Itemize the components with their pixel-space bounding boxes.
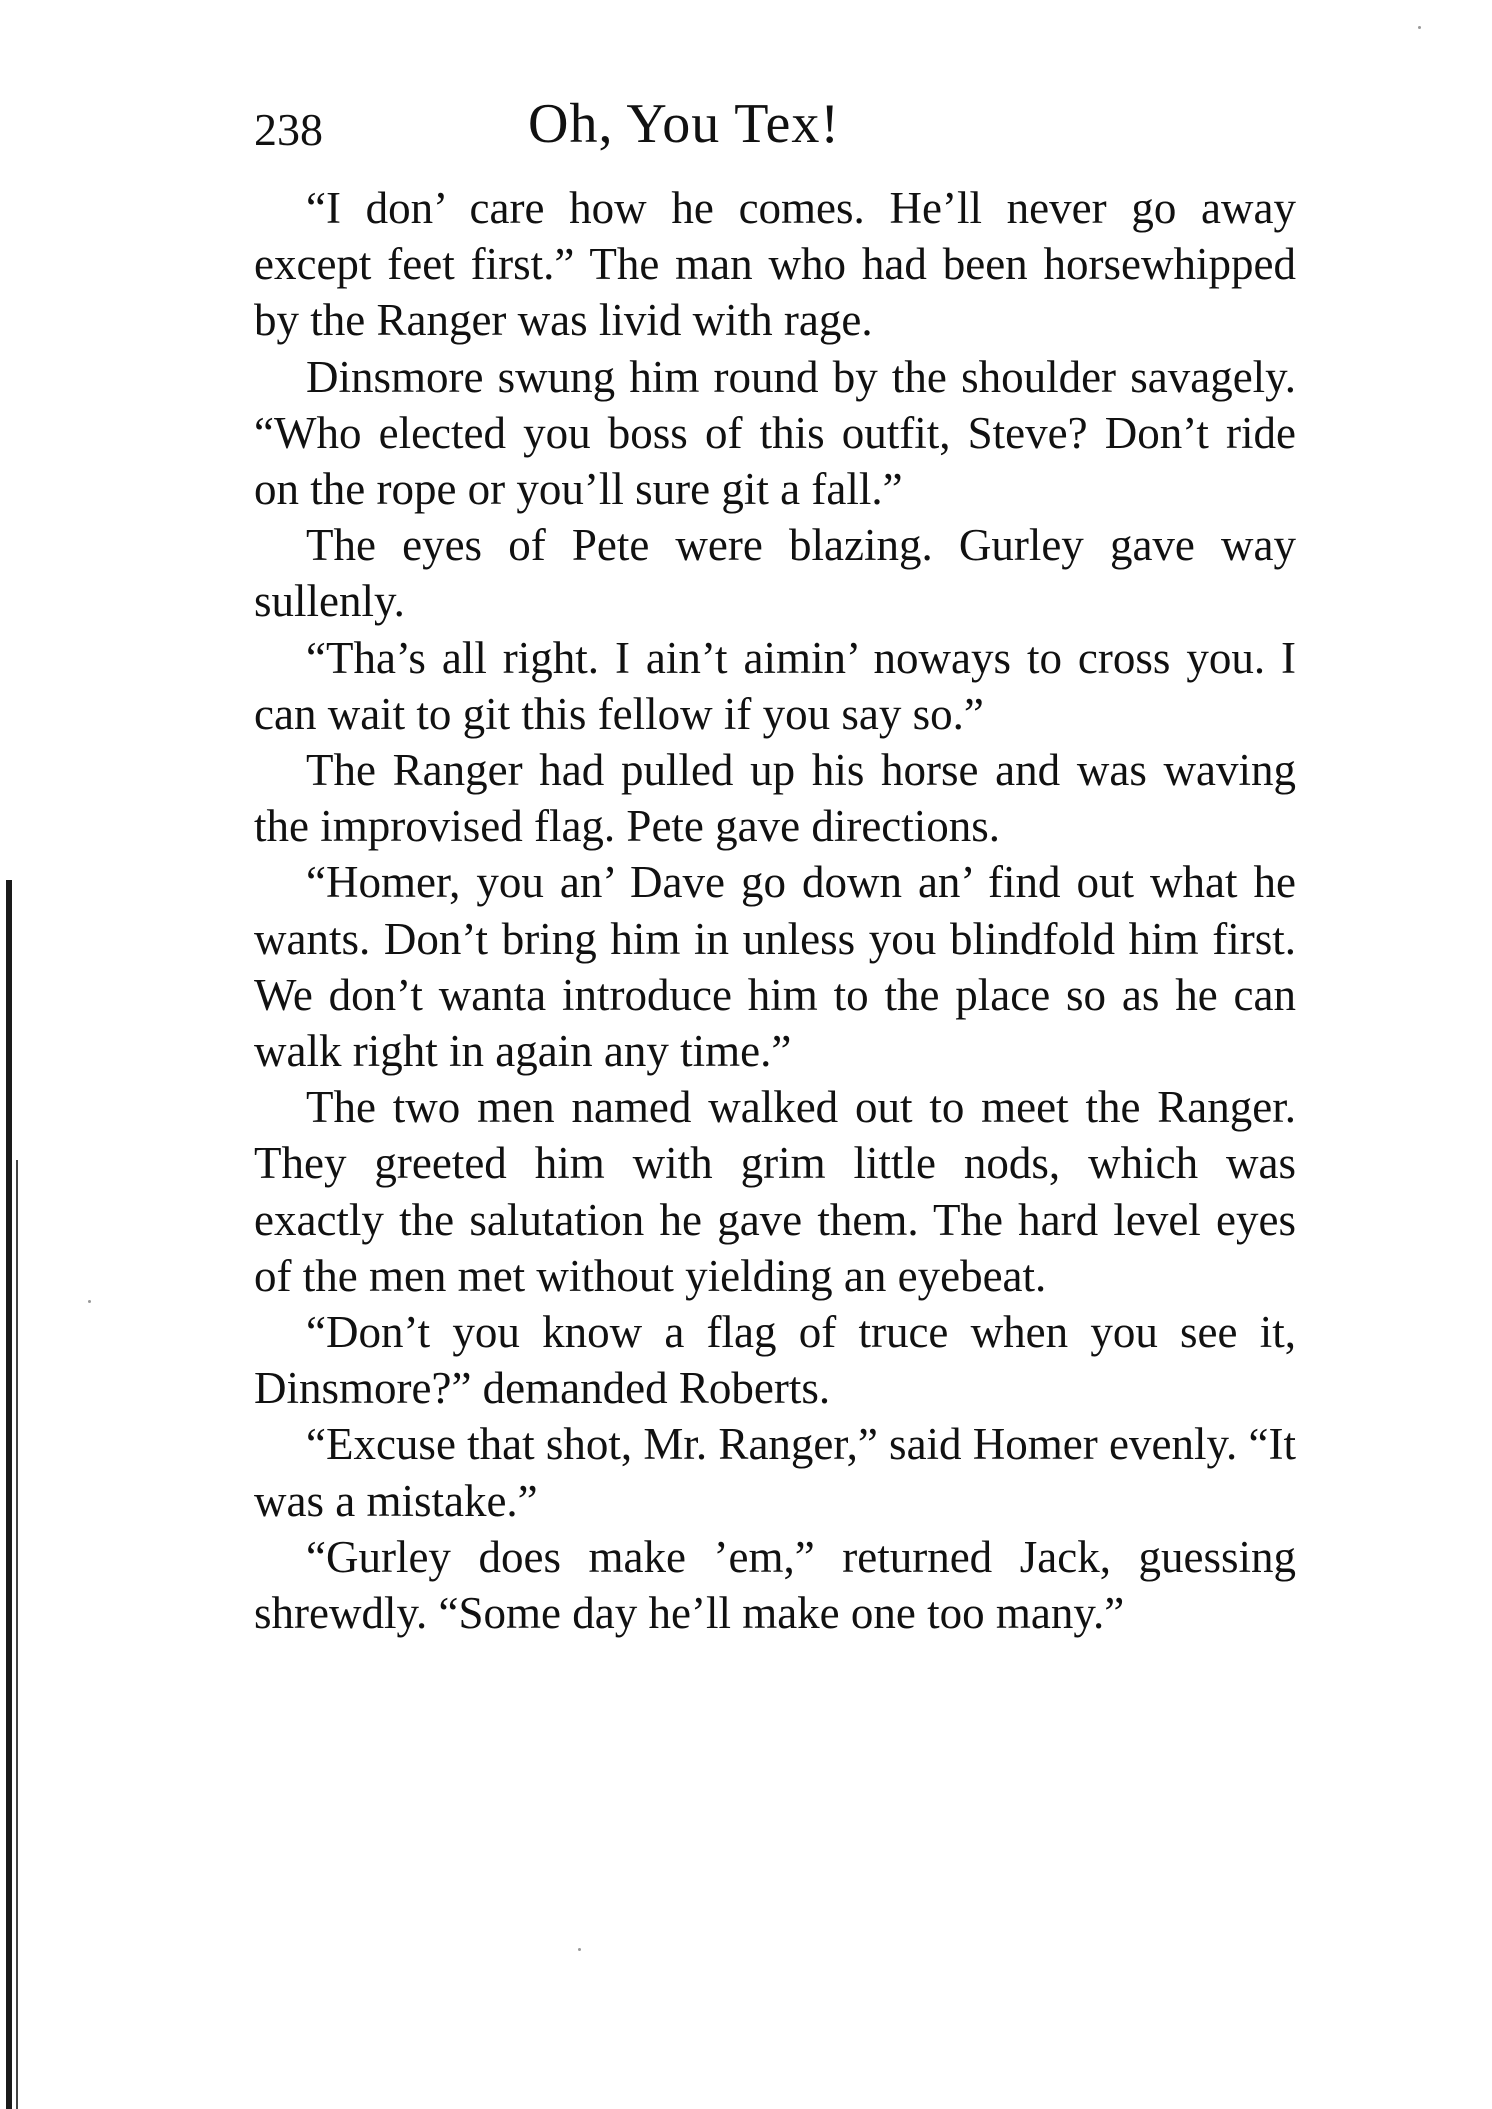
paragraph: “Homer, you an’ Dave go down an’ find out what he wants. Don’t bring him in unless you blindfold him first. We don’t wanta introduce him to the place so as he can walk right in again any time.” (254, 857, 1296, 1077)
paragraph: “I don’ care how he comes. He’ll never go away except feet first.” The man who had been horsewhipped by the Ranger was livid with rage. (254, 183, 1296, 346)
paragraph: “Tha’s all right. I ain’t aimin’ noways to cross you. I can wait to git this fellow if you say so.” (254, 632, 1296, 739)
binding-edge-shadow (6, 880, 12, 2109)
binding-edge-line (16, 1160, 18, 2109)
paragraph: The two men named walked out to meet the Ranger. They greeted him with grim little nods, which was exactly the salutation he gave them. The hard level eyes of the men met without yielding an eyebeat. (254, 1082, 1296, 1301)
paragraph: “Excuse that shot, Mr. Ranger,” said Homer evenly. “It was a mistake.” (254, 1419, 1296, 1526)
running-title: Oh, You Tex! (528, 93, 840, 155)
paragraph: “Gurley does make ’em,” returned Jack, guessing shrewdly. “Some day he’ll make one too many.” (254, 1531, 1296, 1639)
paragraph: “Don’t you know a flag of truce when you see it, Dinsmore?” demanded Roberts. (254, 1307, 1296, 1414)
body-text (254, 180, 1296, 1641)
paper-speck (88, 1300, 91, 1303)
paragraph: The Ranger had pulled up his horse and was waving the improvised flag. Pete gave directions. (254, 745, 1296, 852)
paper-speck (1418, 26, 1421, 29)
page-number: 238 (254, 104, 323, 155)
paper-speck (578, 1948, 581, 1951)
page-header (254, 88, 1294, 168)
paragraph: The eyes of Pete were blazing. Gurley gave way sullenly. (254, 520, 1296, 627)
paragraph: Dinsmore swung him round by the shoulder savagely. “Who elected you boss of this outfit, Steve? Don’t ride on the rope or you’ll sure git a fall.” (254, 351, 1296, 515)
